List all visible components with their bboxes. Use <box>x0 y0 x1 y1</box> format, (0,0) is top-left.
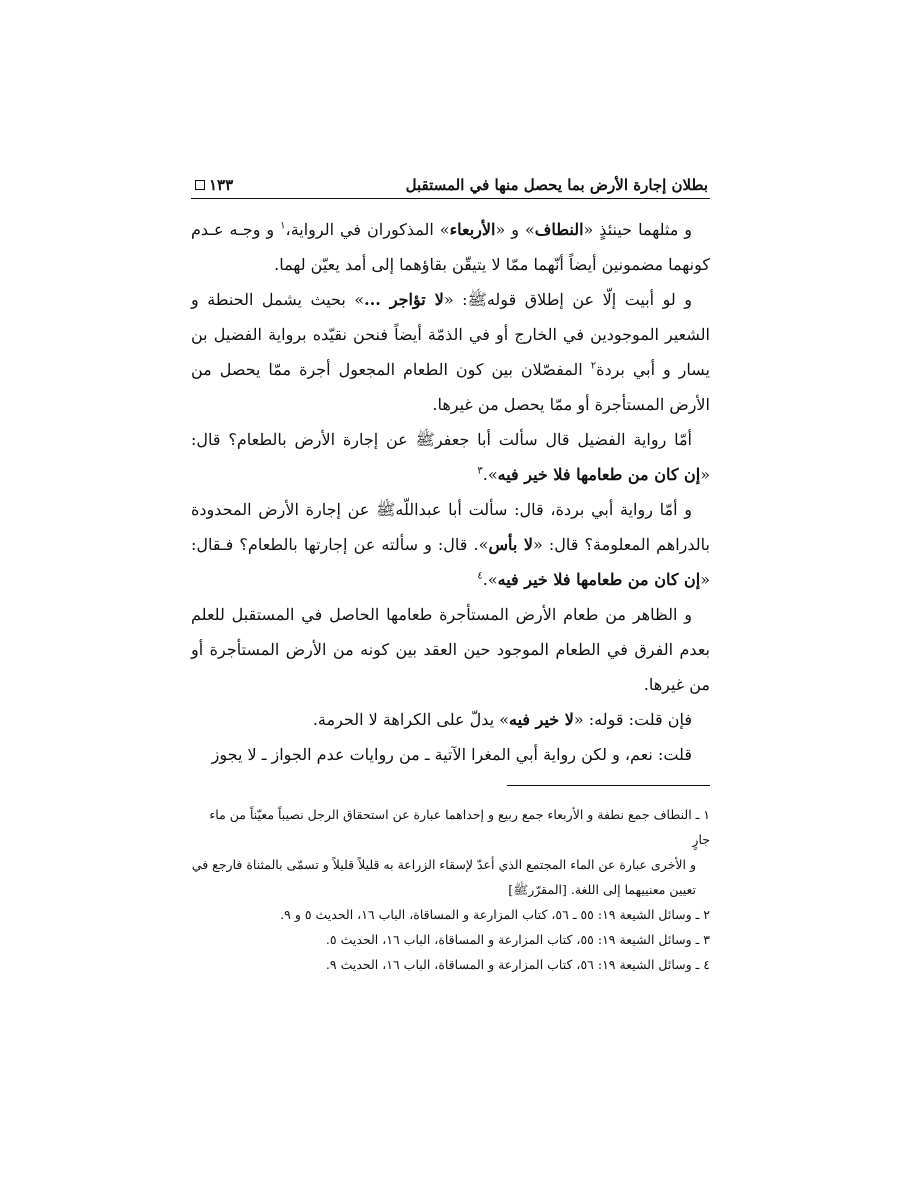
bold-quote: لا بأس <box>488 535 534 554</box>
footnote-3: ٣ ـ وسائل الشيعة ١٩: ٥٥، كتاب المزارعة و المساقاة، الباب ١٦، الحديث ٥. <box>325 932 710 947</box>
main-text <box>191 212 710 772</box>
page-number: ١٣٣ <box>209 176 234 194</box>
paragraph-2: و لو أبيت إلّا عن إطلاق قولهﷺ: «لا تؤاجر ...» بحيث يشمل الحنطة و الشعير الموجودين في الخارج أو في الذمّة أيضاً فنحن نقيّده برواية الفضيل بن يسار و أبي بردة$^٢$ المفصّلان بين كون الطعام المجعول أجرة ممّا يحصل من الأرض المستأجرة أو ممّا يحصل من غيرها. <box>191 290 711 414</box>
footnote-ref: ٣ <box>477 465 483 477</box>
running-title: بطلان إجارة الأرض بما يحصل منها في المستقبل <box>405 176 708 194</box>
bold-term: النطاف <box>534 220 584 239</box>
bold-quote: إن كان من طعامها فلا خير فيه <box>497 465 701 484</box>
paragraph-6: فإن قلت: قوله: «لا خير فيه» يدلّ على الكراهة لا الحرمة. <box>312 710 692 729</box>
footnotes <box>191 802 710 977</box>
footnote-1: ١ ـ النطاف جمع نطفة و الأربعاء جمع ربيع و إحداهما عبارة عن استحقاق الرجل نصيباً معيّناً من ماء جارٍ <box>209 807 710 847</box>
running-header <box>191 168 710 199</box>
bold-quote: إن كان من طعامها فلا خير فيه <box>497 570 701 589</box>
paragraph-7: قلت: نعم، و لكن رواية أبي المغرا الآتية ـ من روايات عدم الجواز ـ لا يجوز <box>211 745 692 764</box>
bold-term: الأربعاء <box>449 220 496 239</box>
paragraph-3: أمّا رواية الفضيل قال سألت أبا جعفرﷺ عن إجارة الأرض بالطعام؟ قال: «إن كان من طعامها فلا خير فيه».$^٣$ <box>191 430 710 484</box>
bold-quote: لا تؤاجر ... <box>364 290 444 309</box>
bold-quote: لا خير فيه <box>509 710 574 729</box>
square-box-icon <box>195 180 205 190</box>
footnote-1-cont: و الأخرى عبارة عن الماء المجتمع الذي أعدّ لإسقاء الزراعة به قليلاً قليلاً و تسمّى بالمثناة فارجع في <box>191 857 696 872</box>
paragraph-1: و مثلهما حينئذٍ «النطاف» و «الأربعاء» المذكوران في الرواية،$^١$ و وجـه عـدم كونهما مضمونين أيضاً أنّهما ممّا لا يتيقّن بقاؤهما إلى أمد يعيّن لهما. <box>191 220 710 274</box>
footnote-ref: ٤ <box>477 570 483 582</box>
footnote-separator <box>507 785 710 786</box>
footnote-1-cont: تعيين معنييهما إلى اللغة. [المقرّرﷺ] <box>508 882 696 897</box>
footnote-4: ٤ ـ وسائل الشيعة ١٩: ٥٦، كتاب المزارعة و المساقاة، الباب ١٦، الحديث ٩. <box>325 957 710 972</box>
footnote-ref: ١ <box>280 220 286 232</box>
footnote-2: ٢ ـ وسائل الشيعة ١٩: ٥٥ ـ ٥٦، كتاب المزارعة و المساقاة، الباب ١٦، الحديث ٥ و ٩. <box>280 907 710 922</box>
paragraph-5: و الظاهر من طعام الأرض المستأجرة طعامها الحاصل في المستقبل للعلم بعدم الفرق في الطعام الموجود حين العقد بين كونه من الأرض المستأجرة أو من غيرها. <box>191 605 710 694</box>
paragraph-4: و أمّا رواية أبي بردة، قال: سألت أبا عبداللّهﷺ عن إجارة الأرض المحدودة بالدراهم المعلومة؟ قال: «لا بأس». قال: و سألته عن إجارتها بالطعام؟ فـقال: «إن كان من طعامها فلا خير فيه».$^٤$ <box>191 500 711 589</box>
page-number-group <box>191 176 233 198</box>
footnote-ref: ٢ <box>590 360 597 372</box>
